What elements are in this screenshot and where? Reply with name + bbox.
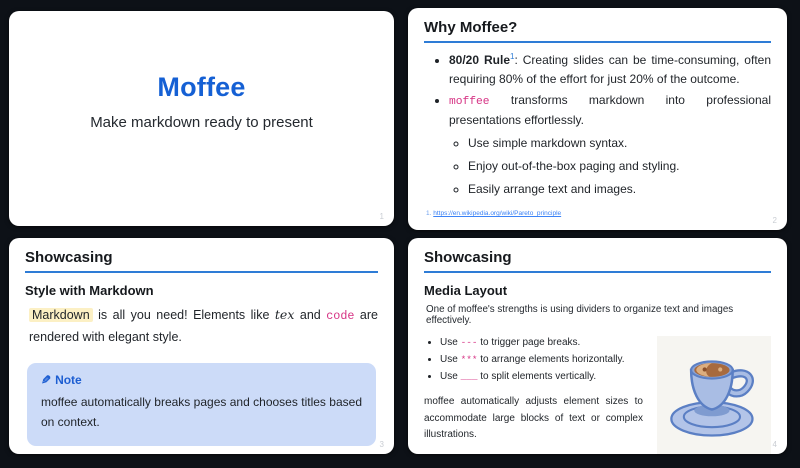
highlighted-text: Markdown (29, 308, 93, 322)
note-title: Note (55, 373, 82, 387)
slide-3-style-with-markdown[interactable] (9, 238, 394, 454)
note-callout (27, 363, 376, 446)
bullet-vertical (440, 368, 643, 385)
media-slide-content (408, 238, 787, 454)
bullet-bold-text: 80/20 Rule (449, 53, 510, 67)
pencil-icon: ✎ (41, 373, 52, 387)
media-intro: One of moffee's strengths is using dividers to organize text and images effectively. (426, 304, 734, 326)
tex-math-text: tex (274, 307, 295, 322)
style-slide-content (9, 238, 394, 446)
media-outro: moffee automatically adjusts element sizes to accommodate large blocks of text or complex illustrations. (424, 396, 643, 440)
slide-heading: Why Moffee? (424, 19, 771, 43)
why-bullet-list (424, 51, 771, 200)
note-header (41, 373, 362, 387)
inline-code: code (326, 309, 355, 323)
slide-4-media-layout[interactable] (408, 238, 787, 454)
bullet-text: transforms markdown into professional presentations effortlessly. (449, 92, 771, 128)
coffee-cup-image (657, 336, 771, 454)
bullet-text: : Creating slides can be time-consuming, often requiring 80% of the effort for just 20% of the outcome. (449, 53, 771, 87)
deck-subtitle: Make markdown ready to present (90, 114, 313, 131)
page-number: 3 (379, 440, 384, 449)
inline-code: moffee (449, 95, 490, 108)
media-columns (424, 334, 771, 454)
slide-subheading: Media Layout (424, 283, 508, 298)
slide-1-title[interactable] (9, 11, 394, 226)
page-number: 1 (379, 212, 384, 221)
bullet-8020-rule (449, 51, 771, 90)
footnote (426, 210, 771, 217)
page-number: 4 (772, 440, 777, 449)
bullet-moffee-transforms (449, 91, 771, 200)
style-paragraph (29, 304, 378, 348)
paragraph-text: and (294, 308, 327, 322)
bullet-text: to split elements vertically. (477, 371, 597, 382)
bullet-text: to arrange elements horizontally. (477, 354, 625, 365)
bullet-text: to trigger page breaks. (477, 337, 581, 348)
paragraph-text: is all you need! Elements like (92, 308, 275, 322)
footnote-ref[interactable]: 1 (510, 52, 515, 61)
bullet-text: Use (440, 354, 461, 365)
bullet-horizontal (440, 351, 643, 368)
bullet-text: Use (440, 337, 461, 348)
slide-subheading: Style with Markdown (25, 283, 154, 298)
slide-heading: Showcasing (25, 249, 378, 273)
why-sub-list (449, 134, 771, 200)
paragraph-text: are rendered with elegant style. (29, 308, 378, 344)
why-slide-content (408, 8, 787, 217)
title-slide-content (9, 11, 394, 226)
slide-heading: Showcasing (424, 249, 771, 273)
bullet-page-breaks (440, 334, 643, 351)
inline-code: --- (460, 337, 478, 348)
bullet-text: Use (440, 371, 461, 382)
coffee-cup-illustration (662, 342, 766, 450)
note-body: moffee automatically breaks pages and chooses titles based on context. (41, 395, 362, 429)
sub-bullet: ◦ Enjoy out-of-the-box paging and styling. (468, 157, 771, 176)
divider-bullet-list (424, 334, 643, 385)
inline-code: *** (460, 354, 478, 365)
footnote-index: 1. (426, 209, 432, 217)
page-number: 2 (772, 216, 777, 225)
inline-code: ___ (460, 371, 478, 382)
sub-bullet: ◦ Easily arrange text and images. (468, 180, 771, 199)
slide-2-why-moffee[interactable] (408, 8, 787, 230)
media-text-column (424, 334, 643, 454)
footnote-link[interactable]: https://en.wikipedia.org/wiki/Pareto_principle (433, 209, 562, 217)
sub-bullet: ◦ Use simple markdown syntax. (468, 134, 771, 153)
deck-title: Moffee (157, 72, 246, 102)
